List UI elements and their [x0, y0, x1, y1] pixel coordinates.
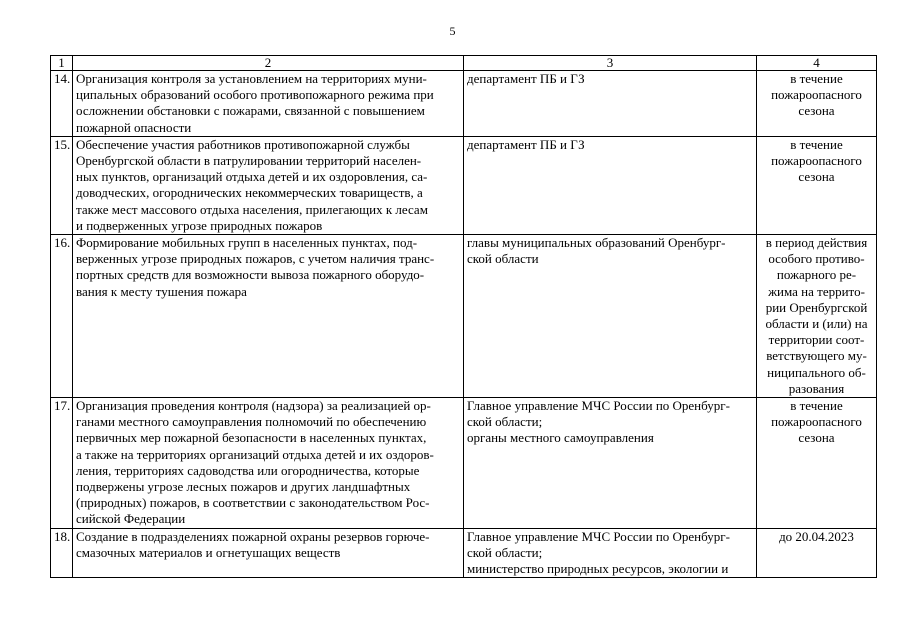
column-header-4: 4 — [757, 56, 877, 71]
column-header-1: 1 — [51, 56, 73, 71]
table-row — [51, 235, 877, 398]
event-cell — [73, 398, 464, 529]
deadline-cell — [757, 235, 877, 398]
event-text: Обеспечение участия работников противопожарной службы Оренбургской области в патрулировании территорий населен- ных пунктов, организаций отдыха детей и их оздоровления, са- доводческих, огороднических некоммерческих товариществ, а также мест массового отдыха населения, прилегающих к лесам и подверженных угрозе природных пожаров — [76, 136, 428, 233]
responsible-text: Главное управление МЧС России по Оренбург- ской области; органы местного самоуправления — [467, 398, 730, 446]
event-cell — [73, 235, 464, 398]
deadline-text: в период действия особого противо- пожарного ре- жима на террито- рии Оренбургской области и (или) на территории соот- ветствующего му- ниципального об- разования — [765, 235, 868, 396]
deadline-text: в течение пожароопасного сезона — [771, 71, 862, 119]
table-header-row — [51, 56, 877, 71]
event-text: Создание в подразделениях пожарной охраны резервов горюче- смазочных материалов и огнетушащих веществ — [76, 528, 430, 560]
responsible-text: Главное управление МЧС России по Оренбург- ской области; министерство природных ресурсов, экологии и — [467, 528, 730, 577]
deadline-cell — [757, 398, 877, 529]
table-row — [51, 398, 877, 529]
deadline-cell — [757, 136, 877, 234]
responsible-cell — [464, 398, 757, 529]
responsible-cell — [464, 528, 757, 578]
event-cell — [73, 71, 464, 137]
responsible-text: главы муниципальных образований Оренбург- ской области — [467, 235, 726, 267]
responsible-cell — [464, 71, 757, 137]
deadline-cell — [757, 528, 877, 578]
responsible-cell — [464, 136, 757, 234]
column-header-2: 2 — [73, 56, 464, 71]
row-number: 16. — [51, 235, 73, 398]
deadline-text: в течение пожароопасного сезона — [771, 398, 862, 446]
row-number: 15. — [51, 136, 73, 234]
table-row — [51, 71, 877, 137]
responsible-cell — [464, 235, 757, 398]
fire-safety-plan-table — [50, 55, 877, 578]
event-cell — [73, 528, 464, 578]
deadline-text: в течение пожароопасного сезона — [771, 136, 862, 185]
responsible-text: департамент ПБ и ГЗ — [467, 71, 585, 86]
column-header-3: 3 — [464, 56, 757, 71]
row-number: 14. — [51, 71, 73, 137]
table-row — [51, 136, 877, 234]
event-text: Организация проведения контроля (надзора) за реализацией ор- ганами местного самоуправления полномочий по обеспечению первичных мер пожарной безопасности в населенных пунктах, а также на территориях организаций отдыха детей и их оздоров- ления, территориях садоводства или огородничества, которые подвержены угрозе лесных пожаров и других ландшафтных (природных) пожаров, в соответствии с законодательством Рос- сийской Федерации — [76, 398, 434, 527]
event-cell — [73, 136, 464, 234]
event-text: Организация контроля за установлением на территориях муни- ципальных образований особого противопожарного режима при осложнении обстановки с пожарами, связанной с повышением пожарной опасности — [76, 71, 434, 135]
table-row — [51, 528, 877, 578]
deadline-text: до 20.04.2023 — [779, 528, 854, 544]
page-number: 5 — [449, 24, 456, 38]
deadline-cell — [757, 71, 877, 137]
responsible-text: департамент ПБ и ГЗ — [467, 136, 585, 152]
row-number: 18. — [51, 528, 73, 578]
row-number: 17. — [51, 398, 73, 529]
event-text: Формирование мобильных групп в населенных пунктах, под- верженных угрозе природных пожаров, с учетом наличия транс- портных средств для возможности вывоза пожарного оборудо- вания к месту тушения пожара — [76, 235, 435, 299]
